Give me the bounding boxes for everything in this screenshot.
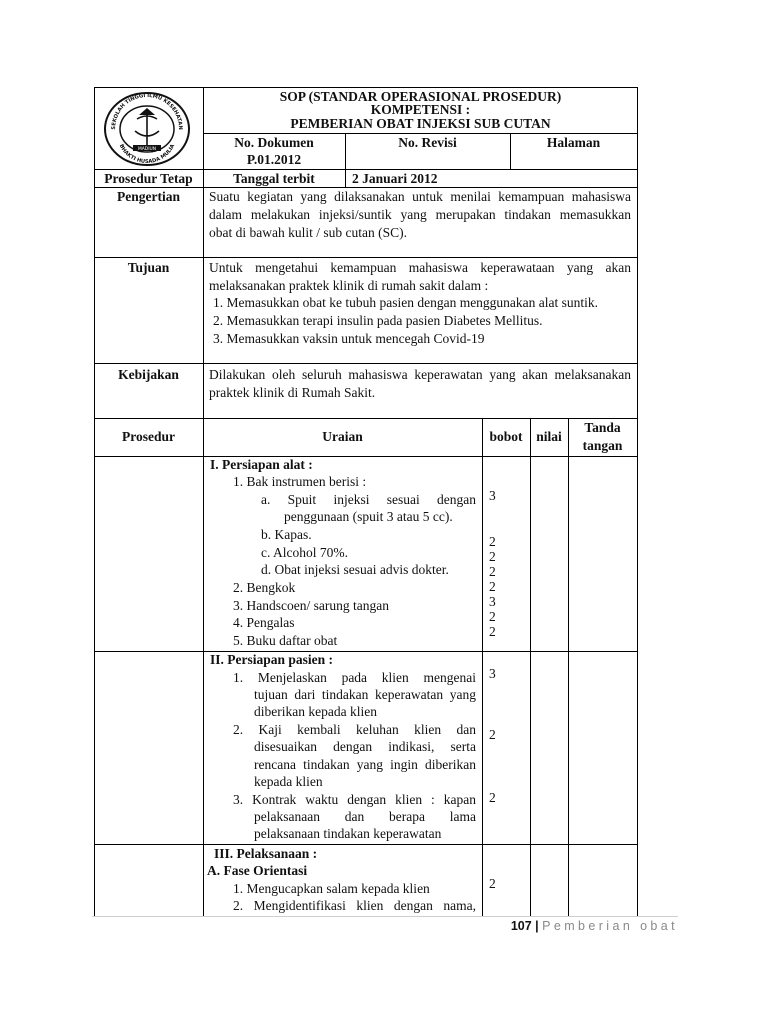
- kebijakan-text-line2: praktek klinik di Rumah Sakit.: [209, 385, 376, 400]
- footer-rule: [92, 916, 678, 917]
- bobot-value: 2: [489, 534, 496, 549]
- pengertian-text-line3: obat di bawah kulit / sub cutan (SC).: [209, 225, 407, 240]
- bobot-value: 2: [489, 579, 496, 594]
- col-header-uraian: Uraian: [322, 429, 363, 444]
- bobot-value: 2: [489, 609, 496, 624]
- list-item: b. Kapas.: [261, 527, 312, 542]
- list-item: tujuan dari tindakan keperawatan yang: [254, 687, 476, 702]
- col-header-bobot: bobot: [489, 429, 523, 444]
- col-header-prosedur: Prosedur: [122, 429, 175, 444]
- no-revisi-label: No. Revisi: [398, 135, 457, 150]
- list-item: d. Obat injeksi sesuai advis dokter.: [261, 562, 449, 577]
- tujuan-text-line1: Untuk mengetahui kemampuan mahasiswa keperawataan yang akan: [209, 260, 631, 275]
- section-persiapan-pasien-title: II. Persiapan pasien :: [210, 652, 334, 667]
- tanggal-terbit-label: Tanggal terbit: [233, 171, 315, 186]
- bobot-value: 2: [489, 876, 496, 891]
- prosedur-tetap-label: Prosedur Tetap: [104, 171, 193, 186]
- footer-separator: |: [531, 919, 543, 933]
- competency-name: PEMBERIAN OBAT INJEKSI SUB CUTAN: [290, 116, 551, 131]
- list-item: 3. Kontrak waktu dengan klien : kapan: [233, 792, 476, 807]
- list-item: pelaksanaan dan berapa lama: [254, 809, 476, 824]
- bobot-value: 3: [489, 666, 496, 681]
- list-item: a. Spuit injeksi sesuai dengan: [261, 492, 476, 507]
- footer-title: Pemberian obat: [542, 919, 678, 933]
- tanggal-terbit-value: 2 Januari 2012: [352, 171, 438, 186]
- halaman-label: Halaman: [546, 135, 601, 150]
- sop-title: SOP (STANDAR OPERASIONAL PROSEDUR): [279, 89, 562, 104]
- list-item: 4. Pengalas: [233, 615, 295, 630]
- col-header-tanda: Tanda: [584, 420, 621, 435]
- tujuan-item: 1. Memasukkan obat ke tubuh pasien dengan menggunakan alat suntik.: [213, 295, 599, 310]
- col-header-nilai: nilai: [536, 429, 562, 444]
- list-item: diberikan kepada klien: [254, 704, 377, 719]
- section-pelaksanaan-title: III. Pelaksanaan :: [214, 846, 318, 861]
- page-footer: [511, 919, 678, 933]
- svg-text:BHAKTI HUSADA MULIA: BHAKTI HUSADA MULIA: [117, 143, 177, 166]
- list-item: 1. Bak instrumen berisi :: [233, 474, 367, 489]
- svg-text:SEKOLAH TINGGI ILMU KESEHATAN: SEKOLAH TINGGI ILMU KESEHATAN: [110, 92, 184, 130]
- section-fase-orientasi-title: A. Fase Orientasi: [207, 863, 308, 878]
- list-item: disesuaikan dengan indikasi, serta: [254, 739, 476, 754]
- list-item: kepada klien: [254, 774, 323, 789]
- pengertian-text-line2: dalam melakukan injeksi/suntik yang merupakan tindakan memasukkan: [209, 207, 631, 222]
- no-dokumen-label: No. Dokumen: [234, 135, 314, 150]
- bobot-value: 3: [489, 488, 496, 503]
- no-dokumen-value: P.01.2012: [246, 152, 302, 167]
- bobot-value: 2: [489, 549, 496, 564]
- svg-text:MADIUN: MADIUN: [138, 146, 156, 152]
- list-item: pelaksanaan tindakan keperawatan: [254, 826, 442, 841]
- institution-logo: [103, 91, 191, 167]
- pengertian-text-line1: Suatu kegiatan yang dilaksanakan untuk menilai kemampuan mahasiswa: [209, 189, 631, 204]
- list-item: 2. Mengidentifikasi klien dengan nama,: [233, 898, 476, 913]
- bobot-value: 3: [489, 594, 496, 609]
- tujuan-item: 3. Memasukkan vaksin untuk mencegah Covid-19: [213, 331, 485, 346]
- pengertian-label: Pengertian: [117, 189, 180, 204]
- list-item: 1. Mengucapkan salam kepada klien: [233, 881, 430, 896]
- col-header-tangan: tangan: [582, 438, 623, 453]
- bobot-value: 2: [489, 624, 496, 639]
- tujuan-text-line2: melaksanakan praktek klinik di rumah sakit dalam :: [209, 278, 489, 293]
- list-item: 3. Handscoen/ sarung tangan: [233, 598, 389, 613]
- list-item: 5. Buku daftar obat: [233, 633, 338, 648]
- list-item: 2. Bengkok: [233, 580, 296, 595]
- tujuan-item: 2. Memasukkan terapi insulin pada pasien Diabetes Mellitus.: [213, 313, 543, 328]
- bobot-value: 2: [489, 727, 496, 742]
- list-item: 1. Menjelaskan pada klien mengenai: [233, 670, 476, 685]
- bobot-value: 2: [489, 564, 496, 579]
- kebijakan-text-line1: Dilakukan oleh seluruh mahasiswa keperawatan yang akan melaksanakan: [209, 367, 631, 382]
- list-item: 2. Kaji kembali keluhan klien dan: [233, 722, 476, 737]
- kebijakan-label: Kebijakan: [118, 367, 179, 382]
- section-persiapan-alat-title: I. Persiapan alat :: [210, 457, 313, 472]
- tujuan-label: Tujuan: [127, 260, 170, 275]
- list-item: rencana tindakan yang ingin diberikan: [254, 757, 476, 772]
- page-number: 107: [510, 919, 532, 933]
- competency-label: KOMPETENSI :: [370, 102, 471, 117]
- list-item: c. Alcohol 70%.: [261, 545, 348, 560]
- list-item: penggunaan (spuit 3 atau 5 cc).: [284, 509, 453, 524]
- bobot-value: 2: [489, 790, 496, 805]
